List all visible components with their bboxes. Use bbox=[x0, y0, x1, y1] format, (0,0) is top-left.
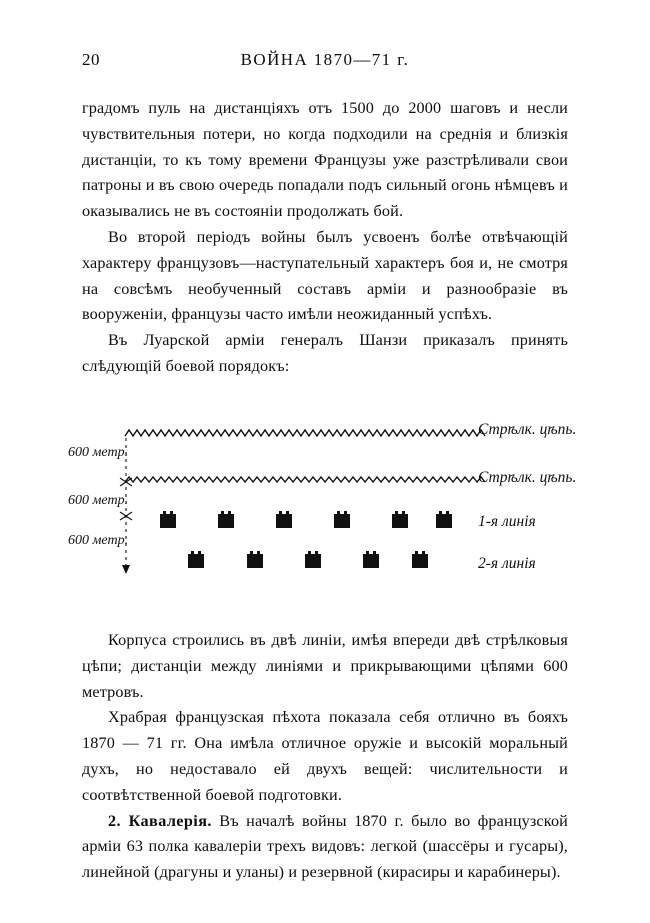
paragraph-1: градомъ пуль на дистанціяхъ отъ 1500 до 2000 шаговъ и несли чувствительныя потери, но когда подходили на среднія и близкія дистанціи, то къ тому времени Французы уже разстрѣливали свои патроны и въ свою очередь попадали подъ сильный огонь нѣмцевъ и оказывались не въ состояніи продолжать бой. bbox=[82, 99, 568, 221]
paragraph-5: Храбрая французская пѣхота показала себя отлично въ бояхъ 1870 — 71 гг. Она имѣла отличное оружіе и высокій моральный духъ, но недоставало ей двухъ вещей: числительности и соотвѣтственной боевой подготовки. bbox=[82, 708, 568, 804]
paragraph-6 bbox=[82, 809, 568, 886]
left-distance-label-1: 600 метр. bbox=[68, 445, 129, 460]
dimension-arrow-icon bbox=[122, 565, 130, 574]
section-body: Въ началѣ войны 1870 г. было во французской арміи 63 полка кавалеріи трехъ видовъ: легкой (шассёры и гусары), линейной (драгуны и уланы) и резервной (кирасиры и карабинеры). bbox=[82, 811, 568, 882]
skirmish-chain-line-1 bbox=[125, 430, 485, 436]
skirmish-chain-line-2 bbox=[125, 477, 485, 482]
first-line-units bbox=[160, 511, 452, 528]
paragraph-3: Въ Луарской арміи генералъ Шанзи приказалъ принять слѣдующій боевой порядокъ: bbox=[82, 331, 568, 375]
right-label-skirmish-2: Стрѣлк. цѣпь. bbox=[478, 469, 577, 486]
left-distance-label-3: 600 метр. bbox=[68, 533, 129, 548]
right-label-skirmish-1: Стрѣлк. цѣпь. bbox=[478, 421, 577, 438]
battle-formation-diagram bbox=[30, 408, 620, 608]
section-heading: 2. Кавалерія. bbox=[108, 811, 212, 830]
right-label-line-2: 2-я линія bbox=[478, 555, 536, 572]
left-distance-label-2: 600 метр. bbox=[68, 493, 129, 508]
page-header bbox=[0, 50, 650, 74]
page-number: 20 bbox=[82, 50, 100, 69]
body-text-block bbox=[82, 96, 568, 380]
right-label-line-1: 1-я линія bbox=[478, 513, 536, 530]
second-line-units bbox=[188, 551, 428, 568]
lower-text-block bbox=[82, 628, 568, 886]
running-title: ВОЙНА 1870—71 г. bbox=[240, 50, 410, 69]
paragraph-4: Корпуса строились въ двѣ линіи, имѣя впереди двѣ стрѣлковыя цѣпи; дистанціи между линіями и прикрывающими цѣпями 600 метровъ. bbox=[82, 631, 568, 701]
paragraph-2: Во второй періодъ войны былъ усвоенъ болѣе отвѣчающій характеру французовъ—наступательный характеръ боя и, не смотря на совсѣмъ необученный составъ арміи и разнообразіе въ вооруженіи, французы часто имѣли неожиданный успѣхъ. bbox=[82, 227, 568, 324]
